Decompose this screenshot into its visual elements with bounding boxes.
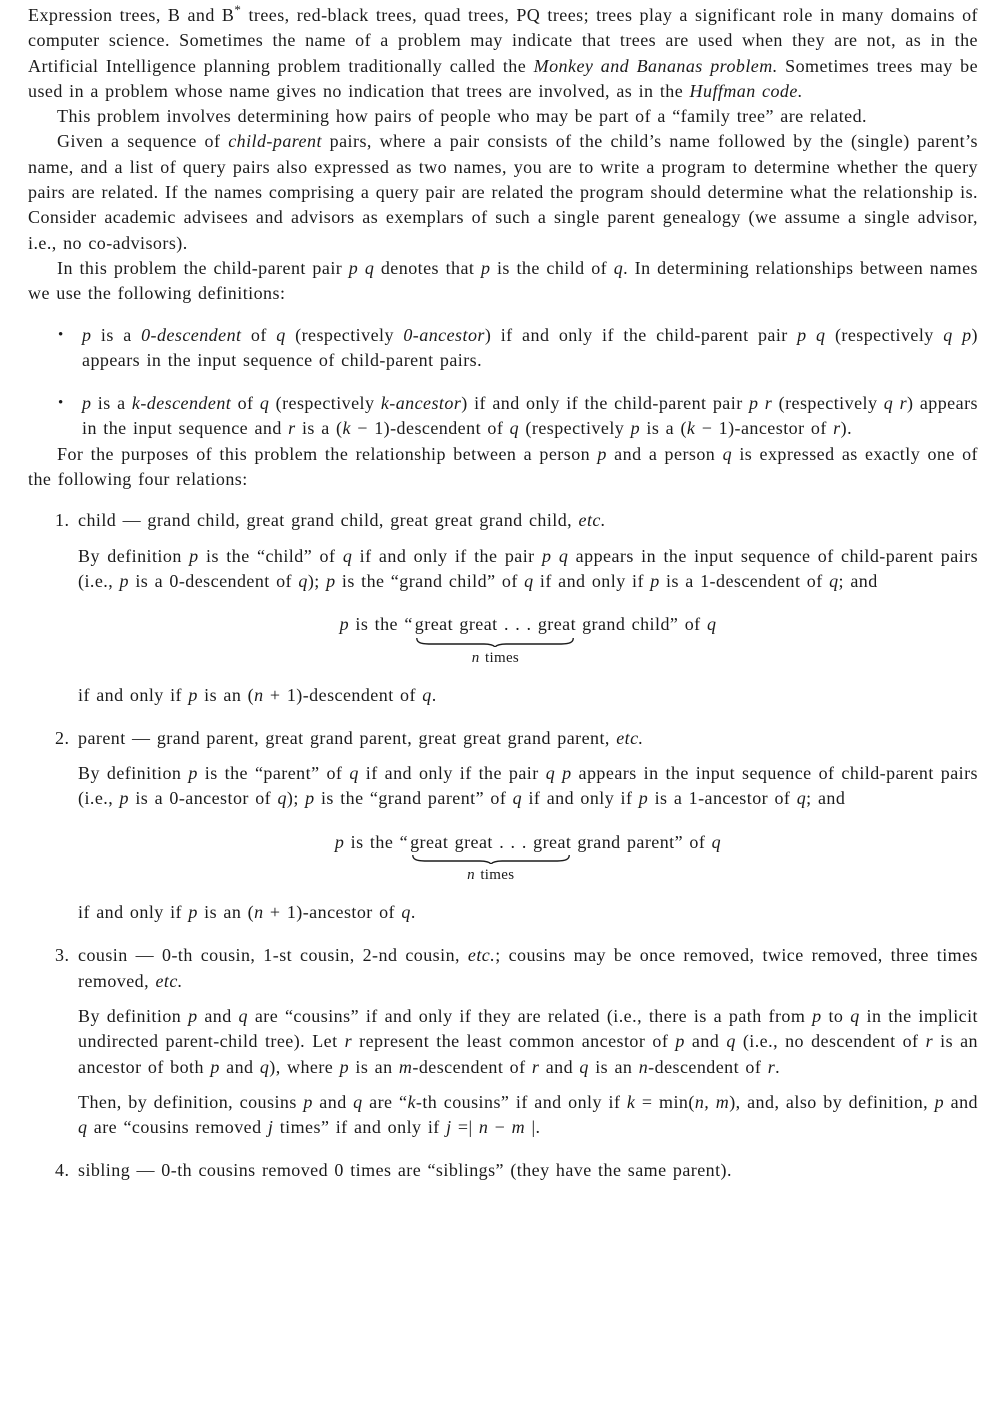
- underbrace-label: n times: [471, 649, 520, 666]
- relation-child-condition: if and only if p is an (n + 1)-descendent of q.: [78, 684, 437, 705]
- relation-parent-heading: parent — grand parent, great grand parent, great great grand parent, etc.: [78, 727, 644, 748]
- item-number: 3.: [55, 945, 70, 966]
- underbrace-icon: [412, 855, 570, 864]
- definition-text: p is a k-descendent of q (respectively k-ancestor) if and only if the child-parent pair p r (respectively q r) appears in the input sequence and r is a (k − 1)-descendent of q (respectively p is a (k − 1)-ancestor of r).: [82, 393, 978, 439]
- intro-paragraph-trees: Expression trees, B and B* trees, red-black trees, quad trees, PQ trees; trees play a significant role in many domains of computer science. Sometimes the name of a problem may indicate that trees are used when they are not, as in the Artificial Intelligence planning problem traditionally called the Monkey and Bananas problem. Sometimes trees may be used in a problem whose name gives no indication that trees are involved, as in the Huffman code.: [28, 2, 979, 101]
- equation-left-text: p is the “: [339, 614, 413, 635]
- definition-item-0-descendent: [58, 323, 978, 374]
- paragraph-task-description: Given a sequence of child-parent pairs, where a pair consists of the child’s name followed by the (single) parent’s name, and a list of query pairs also expressed as two names, you are to write a program to determine whether the query pairs are related. If the names comprising a query pair are related the program should determine what the relationship is. Consider academic advisees and advisors as exemplars of such a single parent genealogy (we assume a single advisor, i.e., no co-advisors).: [28, 131, 978, 253]
- underbrace-label: n times: [467, 867, 515, 884]
- definition-item-k-descendent: [58, 391, 978, 442]
- relation-child-definition: By definition p is the “child” of q if and only if the pair p q appears in the input sequence of child-parent pairs (i.e., p is a 0-descendent of q); p is the “grand child” of q if and only if p is a 1-descendent of q; and: [78, 545, 979, 591]
- equation-right-text: grand child” of q: [582, 614, 717, 635]
- equation-grand-child: [78, 612, 978, 666]
- definitions-bullet-list: [28, 323, 978, 442]
- relation-item-sibling: [55, 1158, 978, 1183]
- relation-sibling-heading: sibling — 0-th cousins removed 0 times are “siblings” (they have the same parent).: [78, 1160, 732, 1181]
- paragraph-definitions-intro: In this problem the child-parent pair p q denotes that p is the child of q. In determining relationships between names we use the following definitions:: [28, 257, 978, 304]
- relation-item-child: [55, 508, 979, 707]
- equation-grand-parent: [78, 830, 978, 884]
- underbrace-icon: [416, 638, 574, 647]
- underbraced-text: great great . . . great: [410, 831, 572, 852]
- intro-paragraph-problem: This problem involves determining how pairs of people who may be part of a “family tree” are related.: [57, 106, 867, 127]
- relation-cousin-kth-definition: Then, by definition, cousins p and q are “k-th cousins” if and only if k = min(n, m), and, also by definition, p and q are “cousins removed j times” if and only if j =| n − m |.: [78, 1091, 978, 1138]
- equation-right-text: grand parent” of q: [577, 831, 722, 852]
- underbrace-group: [415, 612, 576, 666]
- relation-cousin-definition: By definition p and q are “cousins” if and only if they are related (i.e., there is a path from p to q in the implicit undirected parent-child tree). Let r represent the least common ancestor of p and q (i.e., no descendent of r is an ancestor of both p and q), where p is an m-descendent of r and q is an n-descendent of r.: [78, 1005, 978, 1077]
- bullet-marker: •: [58, 326, 64, 343]
- relation-cousin-heading: cousin — 0-th cousin, 1-st cousin, 2-nd cousin, etc.; cousins may be once removed, twice removed, three times removed, etc.: [78, 945, 978, 991]
- bullet-marker: •: [58, 395, 64, 412]
- relations-numbered-list: [28, 508, 978, 1183]
- definition-text: p is a 0-descendent of q (respectively 0-ancestor) if and only if the child-parent pair p q (respectively q p) appears in the input sequence of child-parent pairs.: [82, 324, 978, 370]
- item-number: 4.: [55, 1160, 70, 1181]
- underbraced-text: great great . . . great: [414, 614, 577, 635]
- item-number: 1.: [55, 510, 70, 531]
- underbrace-group: [410, 830, 571, 884]
- paragraph-relations-intro: For the purposes of this problem the relationship between a person p and a person q is expressed as exactly one of the following four relations:: [28, 443, 979, 490]
- relation-parent-condition: if and only if p is an (n + 1)-ancestor of q.: [78, 902, 416, 923]
- relation-item-cousin: [55, 943, 978, 1140]
- item-number: 2.: [55, 727, 70, 748]
- relation-item-parent: [55, 726, 979, 925]
- relation-parent-definition: By definition p is the “parent” of q if and only if the pair q p appears in the input sequence of child-parent pairs (i.e., p is a 0-ancestor of q); p is the “grand parent” of q if and only if p is a 1-ancestor of q; and: [78, 763, 979, 809]
- relation-child-heading: child — grand child, great grand child, great great grand child, etc.: [78, 510, 606, 531]
- equation-left-text: p is the “: [334, 831, 409, 852]
